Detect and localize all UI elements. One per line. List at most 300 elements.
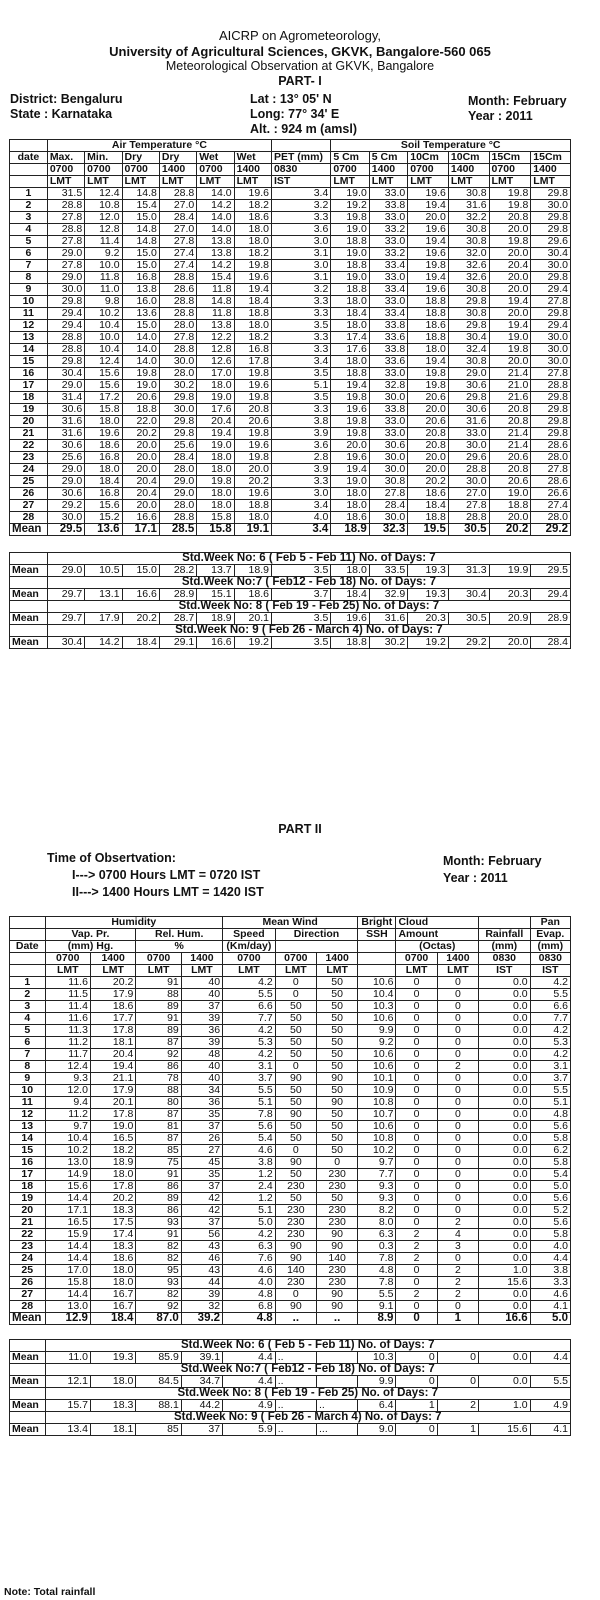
table-cell: 90 xyxy=(316,1229,357,1241)
table-cell: 27.4 xyxy=(531,500,571,512)
table-cell: 43 xyxy=(181,1265,222,1277)
table-cell: 50 xyxy=(275,1121,316,1133)
blank-cell xyxy=(10,601,48,613)
table-cell: 29.0 xyxy=(159,476,196,488)
column-header: 1400 xyxy=(437,953,478,965)
table-cell: 19.4 xyxy=(408,272,449,284)
std-week-cell: 28.9 xyxy=(159,589,196,601)
std-week-title-row xyxy=(10,577,571,589)
std-week-cell: 6.4 xyxy=(358,1400,396,1412)
table-cell: 3.4 xyxy=(271,356,330,368)
table-cell: 18.2 xyxy=(234,248,271,260)
table-cell: 15.6 xyxy=(85,500,122,512)
table-cell: 4.8 xyxy=(223,1289,276,1301)
std-week-cell: 9.0 xyxy=(358,1424,396,1436)
std-week-cell: 18.9 xyxy=(197,613,234,625)
table-cell: 14.4 xyxy=(45,1253,90,1265)
std-week-cell: 16.6 xyxy=(122,589,159,601)
table-cell: 0 xyxy=(437,1253,478,1265)
table-cell: 6.6 xyxy=(223,1001,276,1013)
table-cell: 31.5 xyxy=(47,188,84,200)
std-week-cell: 29.4 xyxy=(531,589,571,601)
table-cell: 5.5 xyxy=(530,989,570,1001)
table-cell: 19.8 xyxy=(408,368,449,380)
table-cell: 0 xyxy=(396,1169,437,1181)
std-week-mean-row xyxy=(10,1376,571,1388)
table-cell: 11.7 xyxy=(45,1049,90,1061)
blank-cell xyxy=(10,553,48,565)
table-cell: 33.0 xyxy=(369,188,407,200)
table-cell: 82 xyxy=(136,1253,181,1265)
table-cell: 19.8 xyxy=(122,368,159,380)
table-cell: 15.6 xyxy=(45,1181,90,1193)
table-cell: 0 xyxy=(437,1301,478,1313)
table-cell: 25 xyxy=(10,476,48,488)
table-cell: 17 xyxy=(10,1169,46,1181)
table-cell: 30.0 xyxy=(159,356,196,368)
table-cell: 30.4 xyxy=(531,248,571,260)
column-header: Dry xyxy=(122,152,159,164)
std-week-title-row xyxy=(10,1364,571,1376)
table-row xyxy=(10,248,571,260)
table-cell: 12.4 xyxy=(85,188,122,200)
table-cell: 13.8 xyxy=(197,236,234,248)
table-cell: 20.6 xyxy=(408,392,449,404)
std-week-cell: 15.1 xyxy=(197,589,234,601)
std-week-cell: .. xyxy=(316,1400,357,1412)
table-cell: 37 xyxy=(181,1181,222,1193)
table-cell: 30.0 xyxy=(369,512,407,524)
table-cell: 32.6 xyxy=(448,272,489,284)
column-header: LMT xyxy=(122,176,159,188)
column-header: LMT xyxy=(45,965,90,977)
mean-cell: 32.3 xyxy=(369,524,407,536)
table-cell: 19.4 xyxy=(489,296,531,308)
table-row xyxy=(10,236,571,248)
table-cell: 18.0 xyxy=(234,320,271,332)
table-cell: 19.0 xyxy=(197,392,234,404)
table-cell: 7.8 xyxy=(358,1277,396,1289)
std-week-cell: 85 xyxy=(136,1424,181,1436)
column-header: 15Cm xyxy=(489,152,531,164)
table-cell: 10.8 xyxy=(358,1133,396,1145)
blank-cell xyxy=(10,1364,46,1376)
std-week-cell: 20.9 xyxy=(489,613,531,625)
table-cell: 0 xyxy=(396,1049,437,1061)
table-cell: 27.8 xyxy=(47,260,84,272)
spacer-row xyxy=(10,536,571,553)
table-cell: 27.4 xyxy=(159,248,196,260)
table-cell: 10.6 xyxy=(358,1061,396,1073)
column-header xyxy=(10,176,48,188)
table-cell: 33.0 xyxy=(369,368,407,380)
table-cell: 11.3 xyxy=(45,1025,90,1037)
table-cell: 0 xyxy=(437,1073,478,1085)
table-cell: 15.8 xyxy=(85,404,122,416)
table-cell: 19.8 xyxy=(234,260,271,272)
table-cell: 15.0 xyxy=(122,212,159,224)
table-cell: 4.2 xyxy=(530,1049,570,1061)
table-cell: 9 xyxy=(10,1073,46,1085)
table-cell: 20 xyxy=(10,416,48,428)
spacer-cell xyxy=(10,1325,571,1340)
table-cell: 20.6 xyxy=(408,416,449,428)
pan-header: Pan xyxy=(530,917,570,929)
table-cell: 30.6 xyxy=(47,404,84,416)
std-week-cell: 30.4 xyxy=(47,637,84,649)
blank-header xyxy=(271,140,330,152)
table-cell: 3.1 xyxy=(530,1061,570,1073)
table-cell: 0.0 xyxy=(479,1097,531,1109)
table-cell: 19 xyxy=(10,404,48,416)
table-cell: 40 xyxy=(181,977,222,989)
std-week-cell: 14.2 xyxy=(85,637,122,649)
table-cell: 5.3 xyxy=(223,1037,276,1049)
table-cell: 40 xyxy=(181,1061,222,1073)
percent-header: % xyxy=(136,941,223,953)
table-cell: 11.4 xyxy=(45,1001,90,1013)
table-cell: 29.8 xyxy=(531,188,571,200)
table-cell: 28.8 xyxy=(159,188,196,200)
table-cell: 50 xyxy=(275,1133,316,1145)
table-cell: 0 xyxy=(396,989,437,1001)
std-week-cell: 13.4 xyxy=(45,1424,90,1436)
table-cell: 230 xyxy=(275,1229,316,1241)
table-cell: 28.8 xyxy=(448,512,489,524)
table-cell: 7.7 xyxy=(530,1013,570,1025)
table-cell: 7 xyxy=(10,260,48,272)
table-cell: 30.0 xyxy=(531,260,571,272)
table-cell: 85 xyxy=(136,1145,181,1157)
column-header: LMT xyxy=(448,176,489,188)
table-cell: 0 xyxy=(396,1061,437,1073)
table-cell: 30.4 xyxy=(448,332,489,344)
table-cell: 18.4 xyxy=(408,500,449,512)
table-cell: 44 xyxy=(181,1277,222,1289)
table-cell: 2.8 xyxy=(271,452,330,464)
table-cell: 27.8 xyxy=(159,332,196,344)
table-cell: 14.4 xyxy=(45,1241,90,1253)
table-cell: 5.6 xyxy=(530,1121,570,1133)
table-cell: 30.8 xyxy=(448,308,489,320)
table-cell: 28.8 xyxy=(159,296,196,308)
column-header: LMT xyxy=(234,176,271,188)
table-cell: 28.4 xyxy=(369,500,407,512)
table-cell: 26 xyxy=(181,1133,222,1145)
table-row xyxy=(10,1025,571,1037)
table-cell: 27.8 xyxy=(531,296,571,308)
table-cell: 15.0 xyxy=(122,248,159,260)
std-week-cell: 29.2 xyxy=(448,637,489,649)
table-cell: 17.4 xyxy=(90,1229,135,1241)
table-cell: 0 xyxy=(396,1133,437,1145)
table-cell: 19.8 xyxy=(408,380,449,392)
table-cell: 14.8 xyxy=(122,224,159,236)
table-cell: 28.0 xyxy=(531,512,571,524)
table-cell: 0 xyxy=(396,1265,437,1277)
table-cell: 50 xyxy=(275,1013,316,1025)
mean-cell: 3.4 xyxy=(271,524,330,536)
table-cell: 28.8 xyxy=(531,380,571,392)
table-cell: 33.8 xyxy=(369,320,407,332)
std-week-cell: 18.4 xyxy=(122,637,159,649)
table-cell: 19.8 xyxy=(489,236,531,248)
table-cell: 0 xyxy=(396,1205,437,1217)
table-cell: 10.2 xyxy=(45,1145,90,1157)
table-cell: 6 xyxy=(10,248,48,260)
table-cell: 18.0 xyxy=(90,1277,135,1289)
table-cell: 2 xyxy=(437,1277,478,1289)
table-cell: 30.0 xyxy=(448,476,489,488)
column-header: LMT xyxy=(316,965,357,977)
table-cell: 89 xyxy=(136,1025,181,1037)
table-cell: 0 xyxy=(396,1301,437,1313)
table-cell: 19.6 xyxy=(331,452,369,464)
table-cell: 20.0 xyxy=(408,464,449,476)
table-cell: 19.4 xyxy=(331,380,369,392)
table-cell: 30.0 xyxy=(531,344,571,356)
column-header: LMT xyxy=(47,176,84,188)
table-cell: 4.2 xyxy=(223,1049,276,1061)
table-cell: 4.0 xyxy=(530,1241,570,1253)
table-cell: 9 xyxy=(10,284,48,296)
table-cell: 0.0 xyxy=(479,1073,531,1085)
table-cell: 32.8 xyxy=(369,380,407,392)
table-cell: 33.0 xyxy=(369,416,407,428)
table-cell: 1.0 xyxy=(479,1265,531,1277)
table-cell: 10 xyxy=(10,296,48,308)
table-cell: 3 xyxy=(10,212,48,224)
table-cell: 20.8 xyxy=(408,428,449,440)
table-cell: 4.1 xyxy=(530,1301,570,1313)
table-cell: 15 xyxy=(10,1145,46,1157)
table-cell: 29.4 xyxy=(531,320,571,332)
column-header: LMT xyxy=(136,965,181,977)
table-cell: 31.4 xyxy=(47,392,84,404)
table-cell: 20 xyxy=(10,1205,46,1217)
std-week-cell: 19.6 xyxy=(331,613,369,625)
table-cell: 230 xyxy=(316,1169,357,1181)
table-cell: 0.0 xyxy=(479,1205,531,1217)
table-row xyxy=(10,1157,571,1169)
table-cell: 18.6 xyxy=(408,488,449,500)
table-cell: 40 xyxy=(181,1073,222,1085)
table-cell: 0 xyxy=(316,1157,357,1169)
mean-cell: 5.0 xyxy=(530,1313,570,1325)
table-cell: 30.6 xyxy=(369,440,407,452)
table-cell: 19.8 xyxy=(408,260,449,272)
table-cell: 2 xyxy=(396,1289,437,1301)
table-cell: 30.8 xyxy=(369,476,407,488)
table-cell: 17.6 xyxy=(331,344,369,356)
column-header: LMT xyxy=(331,176,369,188)
table-row xyxy=(10,1073,571,1085)
table-cell: 20.2 xyxy=(90,977,135,989)
table-cell: 19.0 xyxy=(331,272,369,284)
table-cell: 45 xyxy=(181,1157,222,1169)
std-week-cell: 0 xyxy=(396,1424,437,1436)
mean-cell: 28.5 xyxy=(159,524,196,536)
std-week-title-row xyxy=(10,625,571,637)
table-cell: 140 xyxy=(316,1253,357,1265)
std-week-cell: 20.0 xyxy=(489,637,531,649)
table-cell: 50 xyxy=(275,1037,316,1049)
table-cell: 0.0 xyxy=(479,1241,531,1253)
table-row xyxy=(10,1265,571,1277)
std-week-cell: 4.1 xyxy=(530,1424,570,1436)
table-cell: 90 xyxy=(275,1073,316,1085)
table-row xyxy=(10,1169,571,1181)
std-week-cell: 31.6 xyxy=(369,613,407,625)
table-cell: 0.0 xyxy=(479,1301,531,1313)
table-cell: 17.8 xyxy=(90,1025,135,1037)
altitude: Alt. : 924 m (amsl) xyxy=(250,122,357,136)
table-cell: 90 xyxy=(316,1289,357,1301)
std-week-cell: Mean xyxy=(10,637,48,649)
table-cell: 21 xyxy=(10,1217,46,1229)
table-cell: 18.0 xyxy=(90,1265,135,1277)
table-cell: 0.0 xyxy=(479,977,531,989)
table-cell: 50 xyxy=(316,1025,357,1037)
table-cell: 0.0 xyxy=(479,1253,531,1265)
table-cell: 19.8 xyxy=(489,200,531,212)
table-cell: 4 xyxy=(10,1013,46,1025)
table-cell: 7.8 xyxy=(223,1109,276,1121)
mean-cell: 18.9 xyxy=(331,524,369,536)
table-cell: 0 xyxy=(396,1121,437,1133)
table-cell: 25 xyxy=(10,1265,46,1277)
table-cell: 16.5 xyxy=(45,1217,90,1229)
blank-header xyxy=(10,929,46,941)
table-cell: 9.1 xyxy=(358,1301,396,1313)
table-cell: 10.9 xyxy=(358,1085,396,1097)
std-week-cell: 30.5 xyxy=(448,613,489,625)
table-cell: 30.8 xyxy=(448,284,489,296)
table-cell: 12.2 xyxy=(197,332,234,344)
blank-cell xyxy=(10,577,48,589)
table-cell: 18.0 xyxy=(331,320,369,332)
table-cell: 87 xyxy=(136,1133,181,1145)
column-header: LMT xyxy=(369,176,407,188)
table-cell: 10.6 xyxy=(358,1013,396,1025)
table-cell: 39 xyxy=(181,1037,222,1049)
std-week-cell: 15.6 xyxy=(479,1424,531,1436)
table-cell: 0.0 xyxy=(479,1121,531,1133)
table-cell: 14.8 xyxy=(197,296,234,308)
table-row xyxy=(10,1217,571,1229)
blank-cell xyxy=(10,625,48,637)
table-cell: 50 xyxy=(316,1109,357,1121)
mean-cell: 19.1 xyxy=(234,524,271,536)
std-week-cell: 4.4 xyxy=(223,1352,276,1364)
table-cell: 30.6 xyxy=(448,404,489,416)
table-cell: 50 xyxy=(275,1049,316,1061)
table-cell: 22 xyxy=(10,1229,46,1241)
table-cell: 18.6 xyxy=(331,512,369,524)
table-cell: 19.8 xyxy=(331,212,369,224)
column-header: 0830 xyxy=(479,953,531,965)
table-cell: 9.2 xyxy=(85,248,122,260)
std-week-cell: 20.3 xyxy=(489,589,531,601)
table-cell: 86 xyxy=(136,1061,181,1073)
table-cell: 19.6 xyxy=(85,428,122,440)
table-cell: 33.6 xyxy=(369,332,407,344)
table-cell: 17.0 xyxy=(197,368,234,380)
table-cell: 18.0 xyxy=(197,380,234,392)
mean-wind-header: Mean Wind xyxy=(223,917,358,929)
table-cell: 90 xyxy=(316,1097,357,1109)
table-cell: 28.8 xyxy=(159,512,196,524)
table-cell: 93 xyxy=(136,1277,181,1289)
table-cell: 10.6 xyxy=(358,1049,396,1061)
mean-cell: 29.5 xyxy=(47,524,84,536)
table-cell: 12.8 xyxy=(197,344,234,356)
table-cell: 50 xyxy=(316,989,357,1001)
table-cell: 3.8 xyxy=(271,416,330,428)
table-cell: 0 xyxy=(396,1025,437,1037)
table-cell: 2 xyxy=(437,1265,478,1277)
table-cell: 6.8 xyxy=(223,1301,276,1313)
table-cell: 16.8 xyxy=(85,488,122,500)
table-cell: 17.9 xyxy=(90,989,135,1001)
table-cell: 29.0 xyxy=(47,380,84,392)
table-cell: 230 xyxy=(316,1265,357,1277)
std-week-mean-row xyxy=(10,1424,571,1436)
std-week-cell: 84.5 xyxy=(136,1376,181,1388)
table-cell: 48 xyxy=(181,1049,222,1061)
table-cell: 230 xyxy=(316,1181,357,1193)
table-cell: 19.8 xyxy=(234,428,271,440)
table-cell: 12.8 xyxy=(85,224,122,236)
table-cell: 10.0 xyxy=(85,332,122,344)
table-cell: 8.2 xyxy=(358,1205,396,1217)
table-cell: 50 xyxy=(316,1013,357,1025)
table-cell: 20.8 xyxy=(489,416,531,428)
table-cell: 50 xyxy=(316,1085,357,1097)
table-cell: 27.8 xyxy=(531,464,571,476)
std-week-cell: 29.7 xyxy=(47,589,84,601)
table-cell: 0 xyxy=(396,1193,437,1205)
table-cell: 10.2 xyxy=(358,1145,396,1157)
table-cell: 33.2 xyxy=(369,248,407,260)
table-row xyxy=(10,344,571,356)
column-header: 15Cm xyxy=(531,152,571,164)
table-cell: 16 xyxy=(10,1157,46,1169)
mean-cell: 19.5 xyxy=(408,524,449,536)
table-cell: 6 xyxy=(10,1037,46,1049)
std-week-cell: 3.7 xyxy=(271,589,330,601)
table-cell: 5.6 xyxy=(530,1193,570,1205)
table-cell: 17.8 xyxy=(90,1181,135,1193)
table-cell: 19.6 xyxy=(408,188,449,200)
std-week-cell: 0 xyxy=(396,1352,437,1364)
km-per-day-header: (Km/day) xyxy=(223,941,276,953)
table-cell: 12.4 xyxy=(85,356,122,368)
table-cell: 28.8 xyxy=(159,308,196,320)
table-cell: 18.0 xyxy=(85,416,122,428)
table-cell: 17.6 xyxy=(197,404,234,416)
table-cell: 27.0 xyxy=(159,200,196,212)
table-row xyxy=(10,1109,571,1121)
blank-header xyxy=(10,917,46,929)
table-cell: 18.8 xyxy=(122,404,159,416)
table-cell: 15.8 xyxy=(197,512,234,524)
table-row xyxy=(10,200,571,212)
blank-cell xyxy=(10,1412,46,1424)
table-row xyxy=(10,272,571,284)
mean-cell: .. xyxy=(316,1313,357,1325)
table-cell: 20.0 xyxy=(489,512,531,524)
